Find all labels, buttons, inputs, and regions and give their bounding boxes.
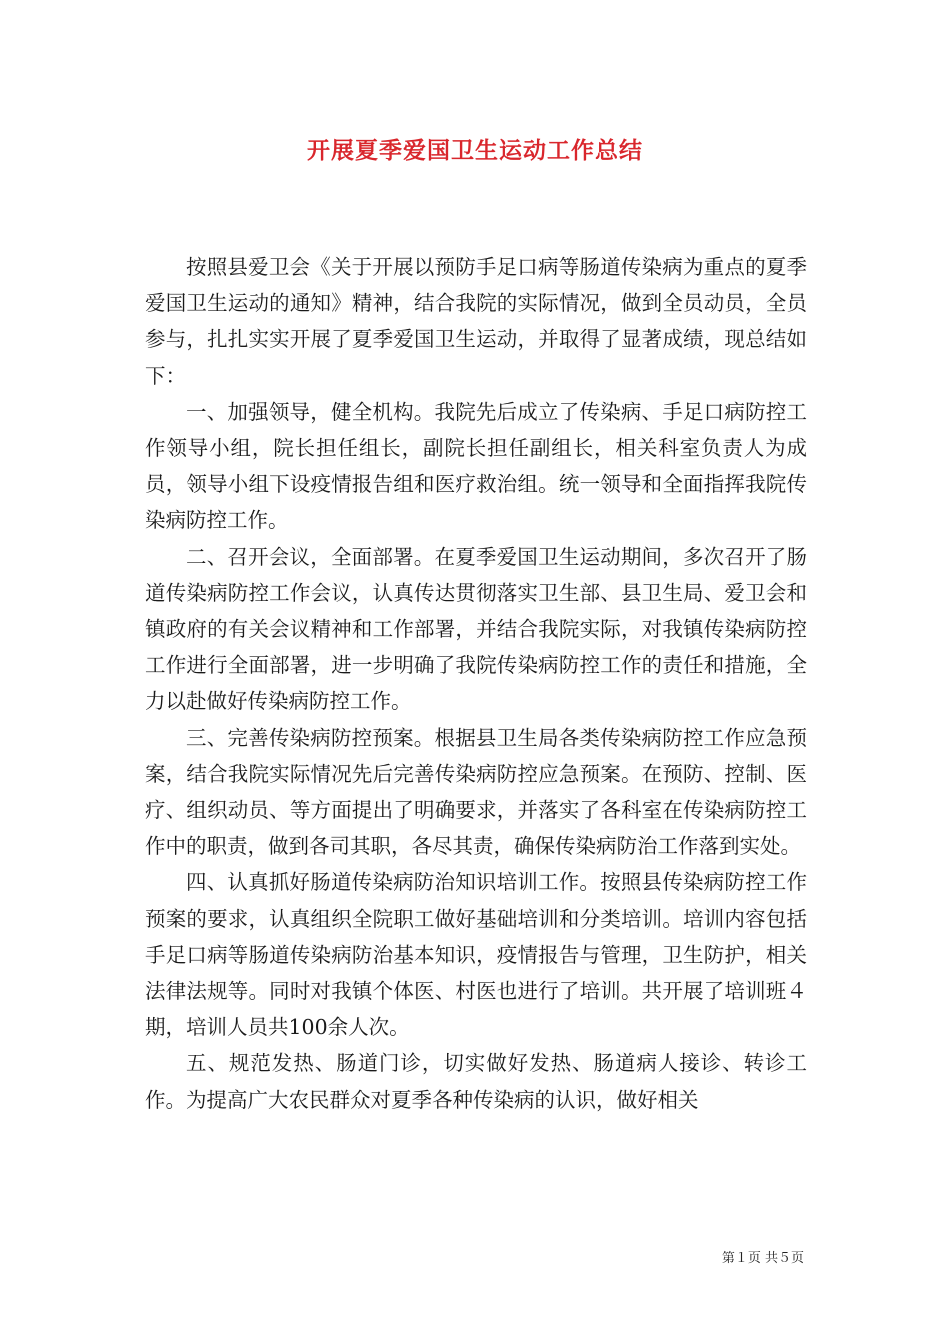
paragraph-section-4: 四、认真抓好肠道传染病防治知识培训工作。按照县传染病防控工作预案的要求，认真组织全院职工做好基础培训和分类培训。培训内容包括手足口病等肠道传染病防治基本知识，疫情报告与管理，卫生防护，相关法律法规等。同时对我镇个体医、村医也进行了培训。共开展了培训班４期，培训人员共100余人次。	[145, 870, 807, 1040]
document-title: 开展夏季爱国卫生运动工作总结	[307, 137, 643, 164]
page-number-footer: 第１页 共５页	[721, 1251, 804, 1266]
paragraph-section-1: 一、加强领导，健全机构。我院先后成立了传染病、手足口病防控工作领导小组，院长担任组长，副院长担任副组长，相关科室负责人为成员，领导小组下设疫情报告组和医疗救治组。统一领导和全面指挥我院传染病防控工作。	[145, 399, 807, 533]
document-body	[145, 249, 807, 1118]
paragraph-section-2: 二、召开会议，全面部署。在夏季爱国卫生运动期间，多次召开了肠道传染病防控工作会议，认真传达贯彻落实卫生部、县卫生局、爱卫会和镇政府的有关会议精神和工作部署，并结合我院实际，对我镇传染病防控工作进行全面部署，进一步明确了我院传染病防控工作的责任和措施，全力以赴做好传染病防控工作。	[145, 544, 807, 714]
paragraph-section-5: 五、规范发热、肠道门诊，切实做好发热、肠道病人接诊、转诊工作。为提高广大农民群众对夏季各种传染病的认识，做好相关	[145, 1051, 807, 1112]
paragraph-section-3: 三、完善传染病防控预案。根据县卫生局各类传染病防控工作应急预案，结合我院实际情况先后完善传染病防控应急预案。在预防、控制、医疗、组织动员、等方面提出了明确要求，并落实了各科室在传染病防控工作中的职责，做到各司其职，各尽其责，确保传染病防治工作落到实处。	[145, 725, 807, 859]
paragraph-intro: 按照县爱卫会《关于开展以预防手足口病等肠道传染病为重点的夏季爱国卫生运动的通知》精神，结合我院的实际情况，做到全员动员，全员参与，扎扎实实开展了夏季爱国卫生运动，并取得了显著成绩，现总结如下：	[145, 255, 807, 388]
